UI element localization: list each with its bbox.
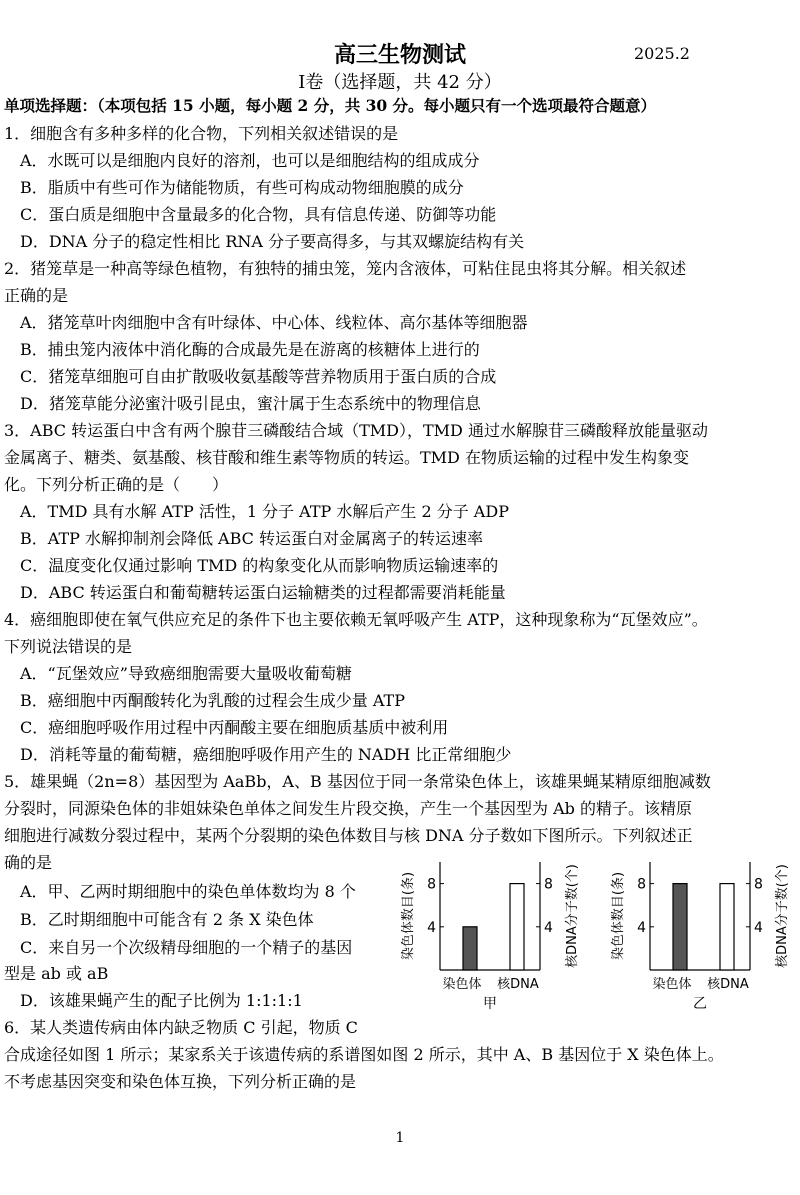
right-axis-label: 核DNA分子数(个) <box>775 864 790 968</box>
question-5-option-b: B．乙时期细胞中可能含有 2 条 X 染色体 <box>20 910 314 929</box>
section-subtitle: I卷（选择题，共 42 分） <box>298 72 502 93</box>
right-axis-label: 核DNA分子数(个) <box>565 864 580 968</box>
page-title: 高三生物测试 <box>333 43 466 68</box>
question-4-option-b: B．癌细胞中丙酮酸转化为乳酸的过程会生成少量 ATP <box>20 691 405 710</box>
question-4-stem-line-2: 下列说法错误的是 <box>4 637 133 656</box>
question-2-option-c: C．猪笼草细胞可自由扩散吸收氨基酸等营养物质用于蛋白质的合成 <box>20 367 497 386</box>
chart-title: 乙 <box>693 996 707 1012</box>
category-label: 核DNA <box>497 977 539 992</box>
left-tick-label: 8 <box>427 876 436 893</box>
question-5-stem-line-3: 细胞进行减数分裂过程中，某两个分裂期的染色体数目与核 DNA 分子数如下图所示。下列叙述正 <box>4 826 693 845</box>
bar-chromosome <box>673 884 687 970</box>
left-tick-label: 8 <box>637 876 646 893</box>
chart-title: 甲 <box>483 996 497 1012</box>
right-tick-label: 8 <box>754 876 763 893</box>
question-2-stem-line-2: 正确的是 <box>4 286 69 305</box>
question-6-stem-line-1: 6．某人类遗传病由体内缺乏物质 C 引起，物质 C <box>4 1018 358 1037</box>
exam-date: 2025.2 <box>634 44 690 63</box>
question-5-stem-line-4: 确的是 <box>4 853 53 872</box>
question-5-option-c-cont: 型是 ab 或 aB <box>4 964 109 983</box>
right-tick-label: 4 <box>754 919 763 936</box>
right-tick-label: 8 <box>544 876 553 893</box>
left-tick-label: 4 <box>637 919 646 936</box>
question-1-option-a: A．水既可以是细胞内良好的溶剂，也可以是细胞结构的组成成分 <box>20 151 480 170</box>
category-label: 核DNA <box>707 977 749 992</box>
question-3-option-c: C．温度变化仅通过影响 TMD 的构象变化从而影响物质运输速率的 <box>20 556 499 575</box>
question-5-stem-line-1: 5．雄果蝇（2n=8）基因型为 AaBb，A、B 基因位于同一条常染色体上，该雄果蝇某精原细胞减数 <box>4 772 711 791</box>
left-axis-label: 染色体数目(条) <box>401 871 416 961</box>
question-1-option-d: D．DNA 分子的稳定性相比 RNA 分子要高得多，与其双螺旋结构有关 <box>20 232 525 251</box>
category-label: 染色体 <box>442 977 482 992</box>
question-3-stem-line-3: 化。下列分析正确的是（ ） <box>4 475 229 494</box>
question-4-option-c: C．癌细胞呼吸作用过程中丙酮酸主要在细胞质基质中被利用 <box>20 718 449 737</box>
question-1-option-c: C．蛋白质是细胞中含量最多的化合物，具有信息传递、防御等功能 <box>20 205 497 224</box>
bar-dna <box>510 884 524 970</box>
bar-chromosome <box>463 927 477 970</box>
question-3-stem-line-2: 金属离子、糖类、氨基酸、核苷酸和维生素等物质的转运。TMD 在物质运输的过程中发生构象变 <box>4 448 689 467</box>
question-5-option-a: A．甲、乙两时期细胞中的染色单体数均为 8 个 <box>20 882 356 901</box>
question-5-option-c: C．来自另一个次级精母细胞的一个精子的基因 <box>20 938 353 957</box>
left-axis-label: 染色体数目(条) <box>611 871 626 961</box>
question-4-option-d: D．消耗等量的葡萄糖，癌细胞呼吸作用产生的 NADH 比正常细胞少 <box>20 745 512 764</box>
question-3-option-d: D．ABC 转运蛋白和葡萄糖转运蛋白运输糖类的过程都需要消耗能量 <box>20 583 506 602</box>
question-2-option-a: A．猪笼草叶肉细胞中含有叶绿体、中心体、线粒体、高尔基体等细胞器 <box>20 313 528 332</box>
question-3-option-a: A．TMD 具有水解 ATP 活性，1 分子 ATP 水解后产生 2 分子 ADP <box>20 502 509 521</box>
category-label: 染色体 <box>652 977 692 992</box>
chart-jia-svg <box>400 852 590 1020</box>
question-4-option-a: A．“瓦堡效应”导致癌细胞需要大量吸收葡萄糖 <box>20 664 352 683</box>
chart-yi-svg <box>610 852 800 1020</box>
page-number: 1 <box>395 1130 405 1146</box>
question-4-stem-line-1: 4．癌细胞即使在氧气供应充足的条件下也主要依赖无氧呼吸产生 ATP，这种现象称为“瓦堡效应”。 <box>4 610 708 629</box>
section-heading: 单项选择题：（本项包括 15 小题，每小题 2 分，共 30 分。每小题只有一个选项最符合题意） <box>4 96 657 115</box>
chart-yi <box>610 852 800 1020</box>
question-2-option-b: B．捕虫笼内液体中消化酶的合成最先是在游离的核糖体上进行的 <box>20 340 480 359</box>
question-3-option-b: B．ATP 水解抑制剂会降低 ABC 转运蛋白对金属离子的转运速率 <box>20 529 483 548</box>
question-5-option-d: D．该雄果蝇产生的配子比例为 1:1:1:1 <box>20 991 303 1010</box>
right-tick-label: 4 <box>544 919 553 936</box>
chart-jia <box>400 852 590 1020</box>
question-2-option-d: D．猪笼草能分泌蜜汁吸引昆虫，蜜汁属于生态系统中的物理信息 <box>20 394 481 413</box>
bar-dna <box>720 884 734 970</box>
question-2-stem-line-1: 2．猪笼草是一种高等绿色植物，有独特的捕虫笼，笼内含液体，可粘住昆虫将其分解。相关叙述 <box>4 259 687 278</box>
question-1-stem: 1．细胞含有多种多样的化合物，下列相关叙述错误的是 <box>4 124 399 143</box>
question-6-stem-line-2: 合成途径如图 1 所示；某家系关于该遗传病的系谱图如图 2 所示，其中 A、B 基因位于 X 染色体上。 <box>4 1045 724 1064</box>
question-3-stem-line-1: 3．ABC 转运蛋白中含有两个腺苷三磷酸结合域（TMD），TMD 通过水解腺苷三磷酸释放能量驱动 <box>4 421 708 440</box>
left-tick-label: 4 <box>427 919 436 936</box>
question-6-stem-line-3: 不考虑基因突变和染色体互换，下列分析正确的是 <box>4 1072 357 1091</box>
question-1-option-b: B．脂质中有些可作为储能物质，有些可构成动物细胞膜的成分 <box>20 178 464 197</box>
question-5-stem-line-2: 分裂时，同源染色体的非姐妹染色单体之间发生片段交换，产生一个基因型为 Ab 的精子。该精原 <box>4 799 692 818</box>
